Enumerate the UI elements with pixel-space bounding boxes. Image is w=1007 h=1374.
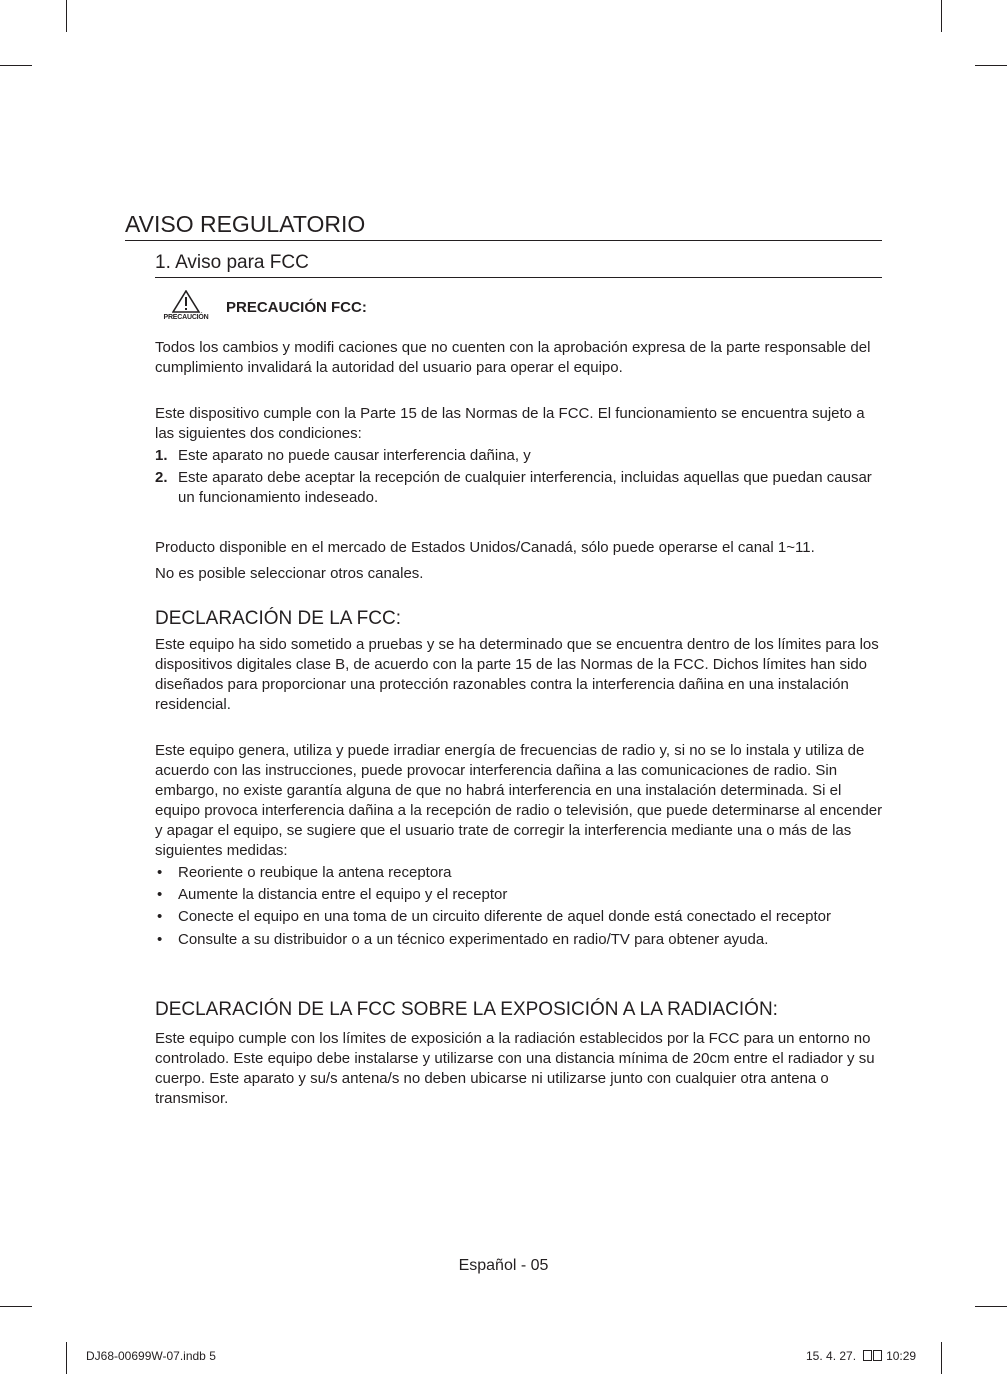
paragraph-text: Este dispositivo cumple con la Parte 15 de las Normas de la FCC. El funcionamiento se encuentra sujeto a las siguientes dos condiciones: bbox=[155, 405, 865, 442]
fcc-statement-para1 bbox=[155, 635, 885, 715]
market-notice bbox=[155, 536, 885, 586]
bullet: • bbox=[157, 931, 163, 948]
bullet: • bbox=[157, 864, 163, 881]
subsection-title: 1. Aviso para FCC bbox=[155, 252, 882, 278]
bullet: • bbox=[157, 886, 163, 903]
fcc-statement-para2 bbox=[155, 741, 885, 950]
crop-mark bbox=[975, 1306, 1007, 1307]
list-item bbox=[155, 446, 885, 466]
list-item-text: Este aparato debe aceptar la recepción de cualquier interferencia, incluidas aquellas que puedan causar un funcionamiento indeseado. bbox=[178, 469, 872, 506]
bullet: • bbox=[157, 908, 163, 925]
fcc-statement-heading: DECLARACIÓN DE LA FCC: bbox=[155, 608, 401, 629]
list-item-text: Este aparato no puede causar interferencia dañina, y bbox=[178, 447, 531, 464]
list-item-text: Consulte a su distribuidor o a un técnico experimentado en radio/TV para obtener ayuda. bbox=[178, 931, 769, 948]
caution-title: PRECAUCIÓN FCC: bbox=[226, 299, 367, 316]
crop-mark bbox=[0, 1306, 32, 1307]
slug-datetime bbox=[806, 1349, 916, 1363]
conditions-list bbox=[155, 446, 885, 508]
caution-icon-label: PRECAUCIÓN bbox=[163, 314, 209, 321]
paragraph-text: No es posible seleccionar otros canales. bbox=[155, 565, 424, 582]
crop-mark bbox=[66, 1342, 67, 1374]
section-title: AVISO REGULATORIO bbox=[125, 210, 882, 241]
list-item bbox=[155, 930, 885, 950]
paragraph-text: Este equipo cumple con los límites de exposición a la radiación establecidos por la FCC para un entorno no controlado. Este equipo debe instalarse y utilizarse con una distancia mínima de 20cm entre el radiador y su cuerpo. Este aparato y su/s antena/s no deben ubicarse ni utilizarse junto con cualquier otra antena o transmisor. bbox=[155, 1030, 875, 1107]
list-number: 2. bbox=[155, 469, 168, 486]
paragraph-modifications bbox=[155, 338, 885, 378]
list-item-text: Reoriente o reubique la antena receptora bbox=[178, 864, 452, 881]
measures-list bbox=[155, 863, 885, 950]
crop-mark bbox=[975, 65, 1007, 66]
paragraph-text: Producto disponible en el mercado de Estados Unidos/Canadá, sólo puede operarse el canal 1~11. bbox=[155, 539, 815, 556]
list-item bbox=[155, 863, 885, 883]
crop-mark bbox=[941, 0, 942, 32]
list-item bbox=[155, 885, 885, 905]
radiation-heading: DECLARACIÓN DE LA FCC SOBRE LA EXPOSICIÓN A LA RADIACIÓN: bbox=[155, 999, 778, 1020]
list-item bbox=[155, 907, 885, 927]
slug-date: 15. 4. 27. bbox=[806, 1349, 857, 1363]
caution-notice bbox=[160, 290, 760, 326]
missing-glyph bbox=[873, 1350, 882, 1361]
slug-time: 10:29 bbox=[886, 1349, 917, 1363]
paragraph-text: Este equipo genera, utiliza y puede irradiar energía de frecuencias de radio y, si no se lo instala y utiliza de acuerdo con las instrucciones, puede provocar interferencia dañina a las comunicaciones de radio. Sin embargo, no existe garantía alguna de que no habrá interferencia en una instalación determinada. Si el equipo provoca interferencia dañina a la recepción de radio o televisión, que puede determinarse al encender y apagar el equipo, se sugiere que el usuario trate de corregir la interferencia mediante una o más de las siguientes medidas: bbox=[155, 742, 883, 859]
page-number: Español - 05 bbox=[458, 1257, 549, 1274]
missing-glyph bbox=[863, 1350, 872, 1361]
compliance-section bbox=[155, 404, 885, 508]
crop-mark bbox=[0, 65, 32, 66]
crop-mark bbox=[941, 1342, 942, 1374]
slug-filename: DJ68-00699W-07.indb 5 bbox=[86, 1349, 216, 1363]
paragraph-text: Este equipo ha sido sometido a pruebas y se ha determinado que se encuentra dentro de los límites para los dispositivos digitales clase B, de acuerdo con la parte 15 de las Normas de la FCC. Dichos límites han sido diseñados para proporcionar una protección razonables contra la interferencia dañina en una instalación residencial. bbox=[155, 636, 879, 713]
radiation-paragraph bbox=[155, 1029, 885, 1109]
list-number: 1. bbox=[155, 447, 168, 464]
list-item-text: Aumente la distancia entre el equipo y el receptor bbox=[178, 886, 508, 903]
warning-triangle-icon bbox=[160, 290, 212, 324]
list-item bbox=[155, 468, 885, 508]
paragraph-text: Todos los cambios y modifi caciones que no cuenten con la aprobación expresa de la parte responsable del cumplimiento invalidará la autoridad del usuario para operar el equipo. bbox=[155, 339, 871, 376]
list-item-text: Conecte el equipo en una toma de un circuito diferente de aquel donde está conectado el receptor bbox=[178, 908, 831, 925]
crop-mark bbox=[66, 0, 67, 32]
